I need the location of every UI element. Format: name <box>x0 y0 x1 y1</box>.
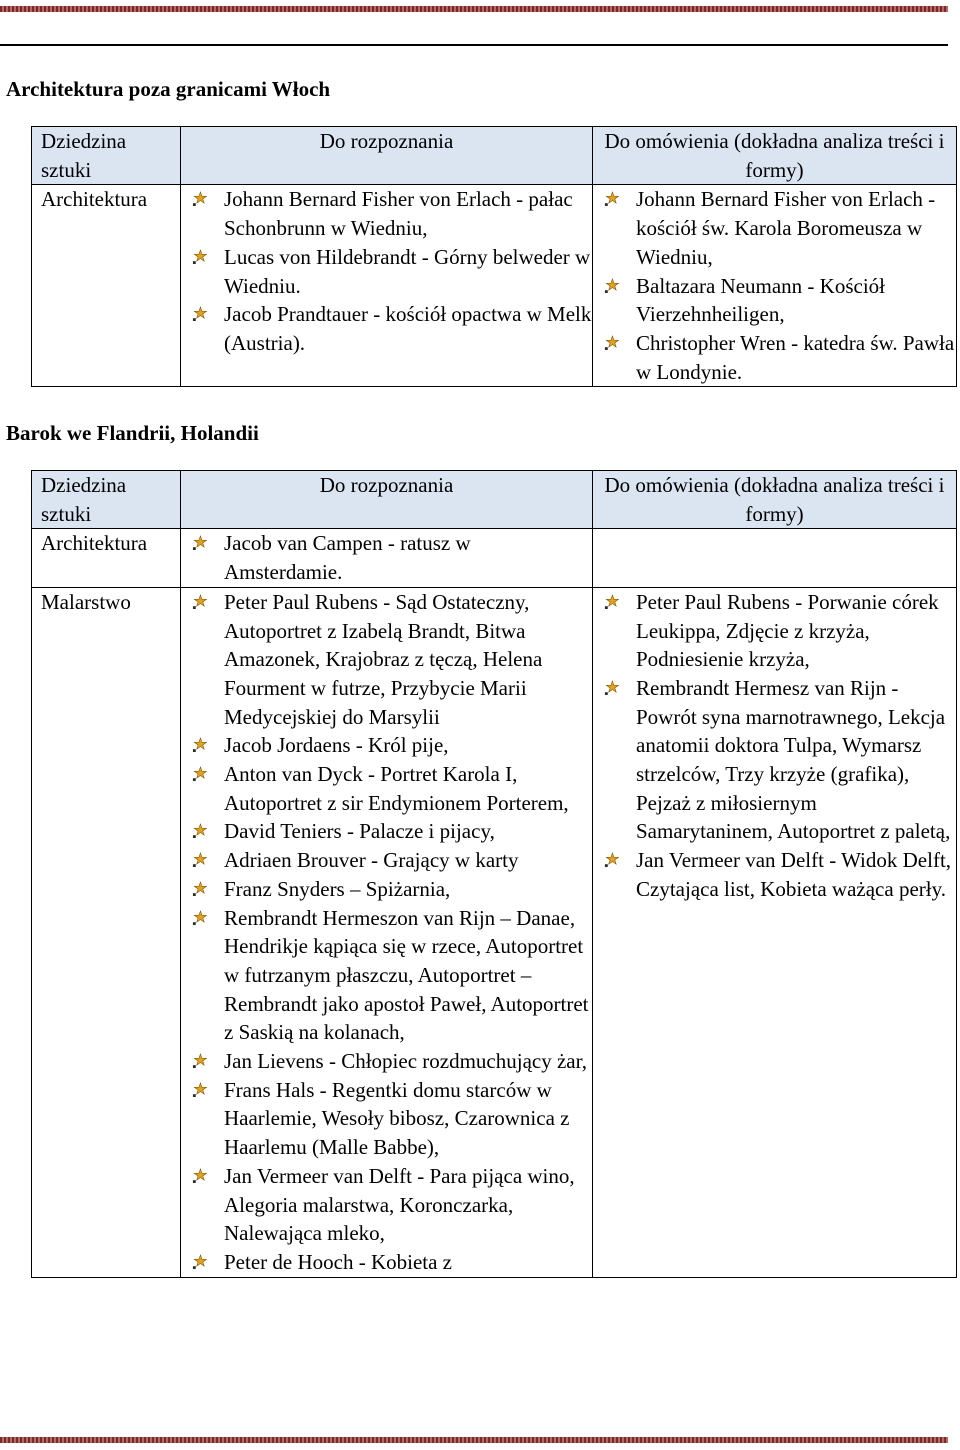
star-bullet-icon <box>192 535 207 550</box>
list-item-text: Anton van Dyck - Portret Karola I, Autoportret z sir Endymionem Porterem, <box>224 762 569 815</box>
discuss-cell <box>593 529 957 587</box>
star-bullet-icon <box>192 306 207 321</box>
list-item-text: David Teniers - Palacze i pijacy, <box>224 819 495 844</box>
star-bullet-icon <box>192 594 207 609</box>
discuss-cell <box>593 587 957 1277</box>
star-bullet-icon <box>192 1082 207 1097</box>
list-item-text: Peter de Hooch - Kobieta z <box>224 1249 452 1274</box>
architecture-outside-italy-table <box>31 126 957 387</box>
list-item-text: Jacob Prandtauer - kościół opactwa w Melk (Austria). <box>224 302 592 355</box>
star-bullet-icon <box>192 852 207 867</box>
section-title-architecture-outside-italy: Architektura poza granicami Włoch <box>6 77 331 101</box>
header-field: Dziedzina sztuki <box>32 127 181 185</box>
header-discuss: Do omówienia (dokładna analiza treści i formy) <box>593 127 957 185</box>
list-item-text: Baltazara Neumann - Kościół Vierzehnheiligen, <box>636 273 885 327</box>
list-item <box>190 817 592 846</box>
baroque-flanders-holland-table <box>31 470 957 1278</box>
list-item <box>190 185 592 242</box>
list-item-text: Johann Bernard Fisher von Erlach - kościół św. Karola Boromeusza w Wiedniu, <box>636 187 936 269</box>
list-item <box>602 846 956 903</box>
field-cell: Malarstwo <box>32 587 181 1277</box>
list-item-text: Jacob Jordaens - Król pije, <box>224 733 449 758</box>
star-bullet-icon <box>604 278 619 293</box>
list-item <box>190 1248 592 1277</box>
header-discuss: Do omówienia (dokładna analiza treści i formy) <box>593 471 957 529</box>
list-item <box>190 588 592 732</box>
star-bullet-icon <box>192 1254 207 1269</box>
table-row <box>32 587 957 1277</box>
star-bullet-icon <box>192 1168 207 1183</box>
list-item <box>602 185 956 271</box>
table-row <box>32 185 957 387</box>
list-item-text: Jan Vermeer van Delft - Para pijąca wino, Alegoria malarstwa, Koronczarka, Nalewająca mleko, <box>224 1163 575 1246</box>
list-item <box>190 1162 592 1248</box>
star-bullet-icon <box>192 766 207 781</box>
list-item <box>190 731 592 760</box>
star-bullet-icon <box>192 1053 207 1068</box>
list-item-text: Peter Paul Rubens - Sąd Ostateczny, Autoportret z Izabelą Brandt, Bitwa Amazonek, Krajobraz z tęczą, Helena Fourment w futrze, Przybycie Marii Medycejskiej do Marsylii <box>224 589 543 729</box>
recognize-cell <box>181 185 593 387</box>
decorative-top-border <box>0 6 948 12</box>
header-field: Dziedzina sztuki <box>32 471 181 529</box>
list-item <box>190 243 592 300</box>
star-bullet-icon <box>192 881 207 896</box>
list-item <box>190 529 592 586</box>
table-row <box>32 529 957 587</box>
list-item-text: Adriaen Brouver - Grający w karty <box>224 848 519 873</box>
list-item-text: Christopher Wren - katedra św. Pawła w Londynie. <box>636 330 955 384</box>
header-rule <box>0 44 948 46</box>
recognize-cell <box>181 587 593 1277</box>
list-item <box>190 760 592 817</box>
list-item <box>190 1076 592 1162</box>
list-item-text: Johann Bernard Fisher von Erlach - pałac Schonbrunn w Wiedniu, <box>224 187 573 241</box>
discuss-cell <box>593 185 957 387</box>
list-item <box>602 272 956 329</box>
list-item-text: Jacob van Campen - ratusz w Amsterdamie. <box>224 531 471 585</box>
list-item-text: Lucas von Hildebrandt - Górny belweder w Wiedniu. <box>224 244 591 298</box>
list-item <box>190 875 592 904</box>
header-recognize: Do rozpoznania <box>181 471 593 529</box>
list-item <box>602 674 956 846</box>
list-item-text: Rembrandt Hermeszon van Rijn – Danae, Hendrikje kąpiąca się w rzece, Autoportret w futrzanym płaszczu, Autoportret – Rembrandt jako apostoł Paweł, Autoportret z Saskią na kolanach, <box>224 905 589 1045</box>
star-bullet-icon <box>604 852 619 867</box>
field-cell: Architektura <box>32 529 181 587</box>
list-item-text: Jan Vermeer van Delft - Widok Delft, Czytająca list, Kobieta ważąca perły. <box>636 848 952 901</box>
list-item <box>190 846 592 875</box>
list-item <box>190 904 592 1048</box>
list-item <box>602 329 956 386</box>
list-item <box>190 300 592 357</box>
list-item-text: Rembrandt Hermesz van Rijn - Powrót syna marnotrawnego, Lekcja anatomii doktora Tulpa, Wymarsz strzelców, Trzy krzyże (grafika), Pejzaż z miłosiernym Samarytaninem, Autoportret z paletą, <box>636 675 951 844</box>
star-bullet-icon <box>192 910 207 925</box>
list-item-text: Frans Hals - Regentki domu starców w Haarlemie, Wesoły bibosz, Czarownica z Haarlemu (Malle Babbe), <box>224 1077 570 1160</box>
list-item-text: Jan Lievens - Chłopiec rozdmuchujący żar, <box>224 1049 588 1074</box>
star-bullet-icon <box>604 594 619 609</box>
list-item <box>602 588 956 674</box>
star-bullet-icon <box>604 680 619 695</box>
decorative-bottom-border <box>0 1437 948 1443</box>
star-bullet-icon <box>192 249 207 264</box>
list-item <box>190 1047 592 1076</box>
table-header-row <box>32 471 957 529</box>
header-recognize: Do rozpoznania <box>181 127 593 185</box>
star-bullet-icon <box>192 191 207 206</box>
field-cell: Architektura <box>32 185 181 387</box>
table-header-row <box>32 127 957 185</box>
star-bullet-icon <box>604 335 619 350</box>
list-item-text: Peter Paul Rubens - Porwanie córek Leukippa, Zdjęcie z krzyża, Podniesienie krzyża, <box>636 589 939 672</box>
list-item-text: Franz Snyders – Spiżarnia, <box>224 876 451 901</box>
section-title-baroque-flanders-holland: Barok we Flandrii, Holandii <box>6 421 259 445</box>
star-bullet-icon <box>192 737 207 752</box>
star-bullet-icon <box>604 191 619 206</box>
star-bullet-icon <box>192 823 207 838</box>
recognize-cell <box>181 529 593 587</box>
